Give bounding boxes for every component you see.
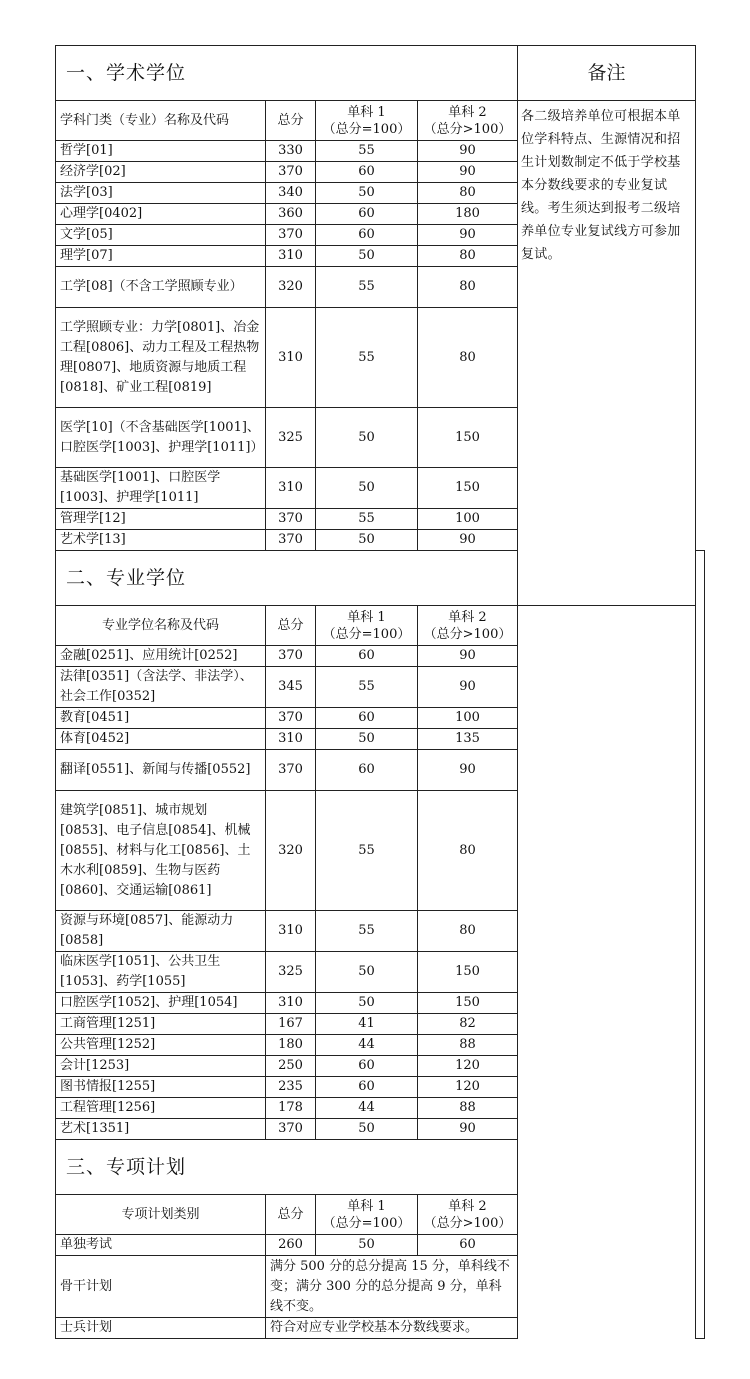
remarks-header: 备注: [518, 46, 696, 101]
row-single2: 180: [418, 204, 518, 225]
row-total: 310: [266, 246, 316, 267]
col-name-header: 专项计划类别: [56, 1195, 266, 1235]
row-name: 心理学[0402]: [56, 204, 266, 225]
row-name: 翻译[0551]、新闻与传播[0552]: [56, 750, 266, 791]
remarks-blank: [696, 551, 705, 1339]
row-single1: 50: [316, 729, 418, 750]
table-row: [56, 911, 705, 952]
table-header-row: [56, 606, 705, 646]
table-row: [56, 1318, 705, 1339]
row-single1: 55: [316, 911, 418, 952]
row-single2: 90: [418, 225, 518, 246]
row-total: 340: [266, 183, 316, 204]
row-single2: 90: [418, 667, 518, 708]
row-name: 工商管理[1251]: [56, 1014, 266, 1035]
table-row: [56, 993, 705, 1014]
col-single1-sub: （总分=100）: [322, 121, 411, 137]
row-single1: 50: [316, 993, 418, 1014]
row-name: 工程管理[1256]: [56, 1098, 266, 1119]
row-single1: 60: [316, 750, 418, 791]
col-single1-header: [316, 1195, 418, 1235]
col-total-header: 总分: [266, 606, 316, 646]
table-header-row: [56, 1195, 705, 1235]
table-row: [56, 1235, 705, 1256]
row-name: 医学[10]（不含基础医学[1001]、口腔医学[1003]、护理学[1011]）: [56, 408, 266, 468]
row-name: 艺术[1351]: [56, 1119, 266, 1140]
row-single1: 60: [316, 1056, 418, 1077]
col-single1-title: 单科 1: [347, 609, 386, 625]
col-single2-header: [418, 1195, 518, 1235]
table-row: [56, 952, 705, 993]
row-single2: 100: [418, 708, 518, 729]
table-row: [56, 1098, 705, 1119]
row-single2: 150: [418, 952, 518, 993]
section-title-professional: 二、专业学位: [56, 551, 518, 606]
row-single2: 80: [418, 911, 518, 952]
col-single2-header: [418, 606, 518, 646]
row-single2: 150: [418, 408, 518, 468]
row-total: 178: [266, 1098, 316, 1119]
col-single2-sub: （总分>100）: [423, 626, 512, 642]
score-line-document: [55, 45, 705, 1339]
row-single2: 90: [418, 162, 518, 183]
row-single2: 90: [418, 646, 518, 667]
row-total: 360: [266, 204, 316, 225]
row-single1: 50: [316, 468, 418, 509]
row-total: 250: [266, 1056, 316, 1077]
row-single1: 55: [316, 267, 418, 308]
col-single2-title: 单科 2: [448, 1198, 487, 1214]
col-single1-sub: （总分=100）: [322, 626, 411, 642]
col-name-header: 学科门类（专业）名称及代码: [56, 101, 266, 141]
row-total: 180: [266, 1035, 316, 1056]
row-name: 法学[03]: [56, 183, 266, 204]
col-total-header: 总分: [266, 1195, 316, 1235]
table-row: [56, 708, 705, 729]
row-single2: 80: [418, 267, 518, 308]
row-total: 310: [266, 308, 316, 408]
row-single1: 50: [316, 1235, 418, 1256]
section-title-row: [56, 1140, 705, 1195]
row-single2: 80: [418, 308, 518, 408]
table-header-row: [56, 101, 705, 141]
row-name: 法律[0351]（含法学、非法学）、社会工作[0352]: [56, 667, 266, 708]
score-line-table: [55, 45, 705, 1339]
col-single2-sub: （总分>100）: [423, 121, 512, 137]
row-single2: 80: [418, 183, 518, 204]
table-row: [56, 1077, 705, 1098]
row-single2: 120: [418, 1056, 518, 1077]
row-single2: 80: [418, 246, 518, 267]
row-total: 310: [266, 468, 316, 509]
row-name: 体育[0452]: [56, 729, 266, 750]
row-single2: 60: [418, 1235, 518, 1256]
row-single2: 150: [418, 993, 518, 1014]
row-total: 330: [266, 141, 316, 162]
row-total: 325: [266, 408, 316, 468]
row-total: 370: [266, 530, 316, 551]
row-single1: 50: [316, 530, 418, 551]
row-single2: 90: [418, 1119, 518, 1140]
row-total: 345: [266, 667, 316, 708]
row-total: 310: [266, 729, 316, 750]
row-single1: 60: [316, 204, 418, 225]
table-row: [56, 1256, 705, 1318]
row-name: 理学[07]: [56, 246, 266, 267]
row-name: 建筑学[0851]、城市规划[0853]、电子信息[0854]、机械[0855]、材料与化工[0856]、土木水利[0859]、生物与医药[0860]、交通运输[0861]: [56, 791, 266, 911]
table-row: [56, 1056, 705, 1077]
row-name: 资源与环境[0857]、能源动力[0858]: [56, 911, 266, 952]
row-total: 370: [266, 708, 316, 729]
table-row: [56, 646, 705, 667]
row-total: 235: [266, 1077, 316, 1098]
row-name: 文学[05]: [56, 225, 266, 246]
row-total: 310: [266, 993, 316, 1014]
row-single2: 90: [418, 141, 518, 162]
row-single1: 60: [316, 225, 418, 246]
row-name: 管理学[12]: [56, 509, 266, 530]
table-row: [56, 667, 705, 708]
row-name: 图书情报[1255]: [56, 1077, 266, 1098]
row-total: 370: [266, 646, 316, 667]
row-name: 金融[0251]、应用统计[0252]: [56, 646, 266, 667]
row-single2: 120: [418, 1077, 518, 1098]
row-single1: 44: [316, 1035, 418, 1056]
col-single2-title: 单科 2: [448, 609, 487, 625]
row-single1: 55: [316, 667, 418, 708]
row-total: 370: [266, 750, 316, 791]
col-total-header: 总分: [266, 101, 316, 141]
col-single1-header: [316, 101, 418, 141]
row-name: 会计[1253]: [56, 1056, 266, 1077]
row-total: 325: [266, 952, 316, 993]
row-total: 260: [266, 1235, 316, 1256]
table-row: [56, 791, 705, 911]
col-single2-header: [418, 101, 518, 141]
col-single1-title: 单科 1: [347, 104, 386, 120]
row-single2: 82: [418, 1014, 518, 1035]
row-total: 370: [266, 1119, 316, 1140]
row-single1: 55: [316, 308, 418, 408]
row-single2: 135: [418, 729, 518, 750]
row-total: 370: [266, 509, 316, 530]
row-total: 320: [266, 267, 316, 308]
table-row: [56, 1119, 705, 1140]
row-single1: 55: [316, 509, 418, 530]
row-single1: 50: [316, 183, 418, 204]
row-name: 口腔医学[1052]、护理[1054]: [56, 993, 266, 1014]
row-single1: 44: [316, 1098, 418, 1119]
row-single2: 150: [418, 468, 518, 509]
row-single2: 88: [418, 1035, 518, 1056]
row-single1: 55: [316, 141, 418, 162]
row-single1: 41: [316, 1014, 418, 1035]
row-total: 370: [266, 225, 316, 246]
col-single1-title: 单科 1: [347, 1198, 386, 1214]
row-name: 单独考试: [56, 1235, 266, 1256]
row-name: 骨干计划: [56, 1256, 266, 1318]
row-name: 工学[08]（不含工学照顾专业）: [56, 267, 266, 308]
row-single1: 50: [316, 246, 418, 267]
table-row: [56, 1014, 705, 1035]
row-name: 艺术学[13]: [56, 530, 266, 551]
col-single1-sub: （总分=100）: [322, 1215, 411, 1231]
row-single1: 60: [316, 162, 418, 183]
col-single2-title: 单科 2: [448, 104, 487, 120]
row-single2: 88: [418, 1098, 518, 1119]
row-single1: 50: [316, 952, 418, 993]
section-title-special: 三、专项计划: [56, 1140, 518, 1195]
col-name-header: 专业学位名称及代码: [56, 606, 266, 646]
table-row: [56, 1035, 705, 1056]
row-name: 教育[0451]: [56, 708, 266, 729]
row-single2: 90: [418, 530, 518, 551]
row-name: 基础医学[1001]、口腔医学[1003]、护理学[1011]: [56, 468, 266, 509]
row-name: 经济学[02]: [56, 162, 266, 183]
row-single1: 50: [316, 1119, 418, 1140]
table-row: [56, 729, 705, 750]
row-single2: 90: [418, 750, 518, 791]
row-merged-rule: 满分 500 分的总分提高 15 分，单科线不变；满分 300 分的总分提高 9 分，单科线不变。: [266, 1256, 518, 1318]
row-merged-rule: 符合对应专业学校基本分数线要求。: [266, 1318, 518, 1339]
row-single1: 50: [316, 408, 418, 468]
remarks-text: 各二级培养单位可根据本单位学科特点、生源情况和招生计划数制定不低于学校基本分数线要求的专业复试线。考生须达到报考二级培养单位专业复试线方可参加复试。: [518, 101, 696, 606]
row-total: 310: [266, 911, 316, 952]
row-name: 工学照顾专业：力学[0801]、冶金工程[0806]、动力工程及工程热物理[0807]、地质资源与地质工程 [0818]、矿业工程[0819]: [56, 308, 266, 408]
row-name: 公共管理[1252]: [56, 1035, 266, 1056]
section-title-academic: 一、学术学位: [56, 46, 518, 101]
row-total: 370: [266, 162, 316, 183]
row-name: 士兵计划: [56, 1318, 266, 1339]
row-name: 哲学[01]: [56, 141, 266, 162]
row-single1: 60: [316, 646, 418, 667]
row-single2: 100: [418, 509, 518, 530]
row-single2: 80: [418, 791, 518, 911]
row-total: 167: [266, 1014, 316, 1035]
col-single2-sub: （总分>100）: [423, 1215, 512, 1231]
section-title-row: [56, 46, 705, 101]
row-single1: 55: [316, 791, 418, 911]
row-name: 临床医学[1051]、公共卫生[1053]、药学[1055]: [56, 952, 266, 993]
table-row: [56, 750, 705, 791]
row-single1: 60: [316, 1077, 418, 1098]
row-total: 320: [266, 791, 316, 911]
col-single1-header: [316, 606, 418, 646]
row-single1: 60: [316, 708, 418, 729]
